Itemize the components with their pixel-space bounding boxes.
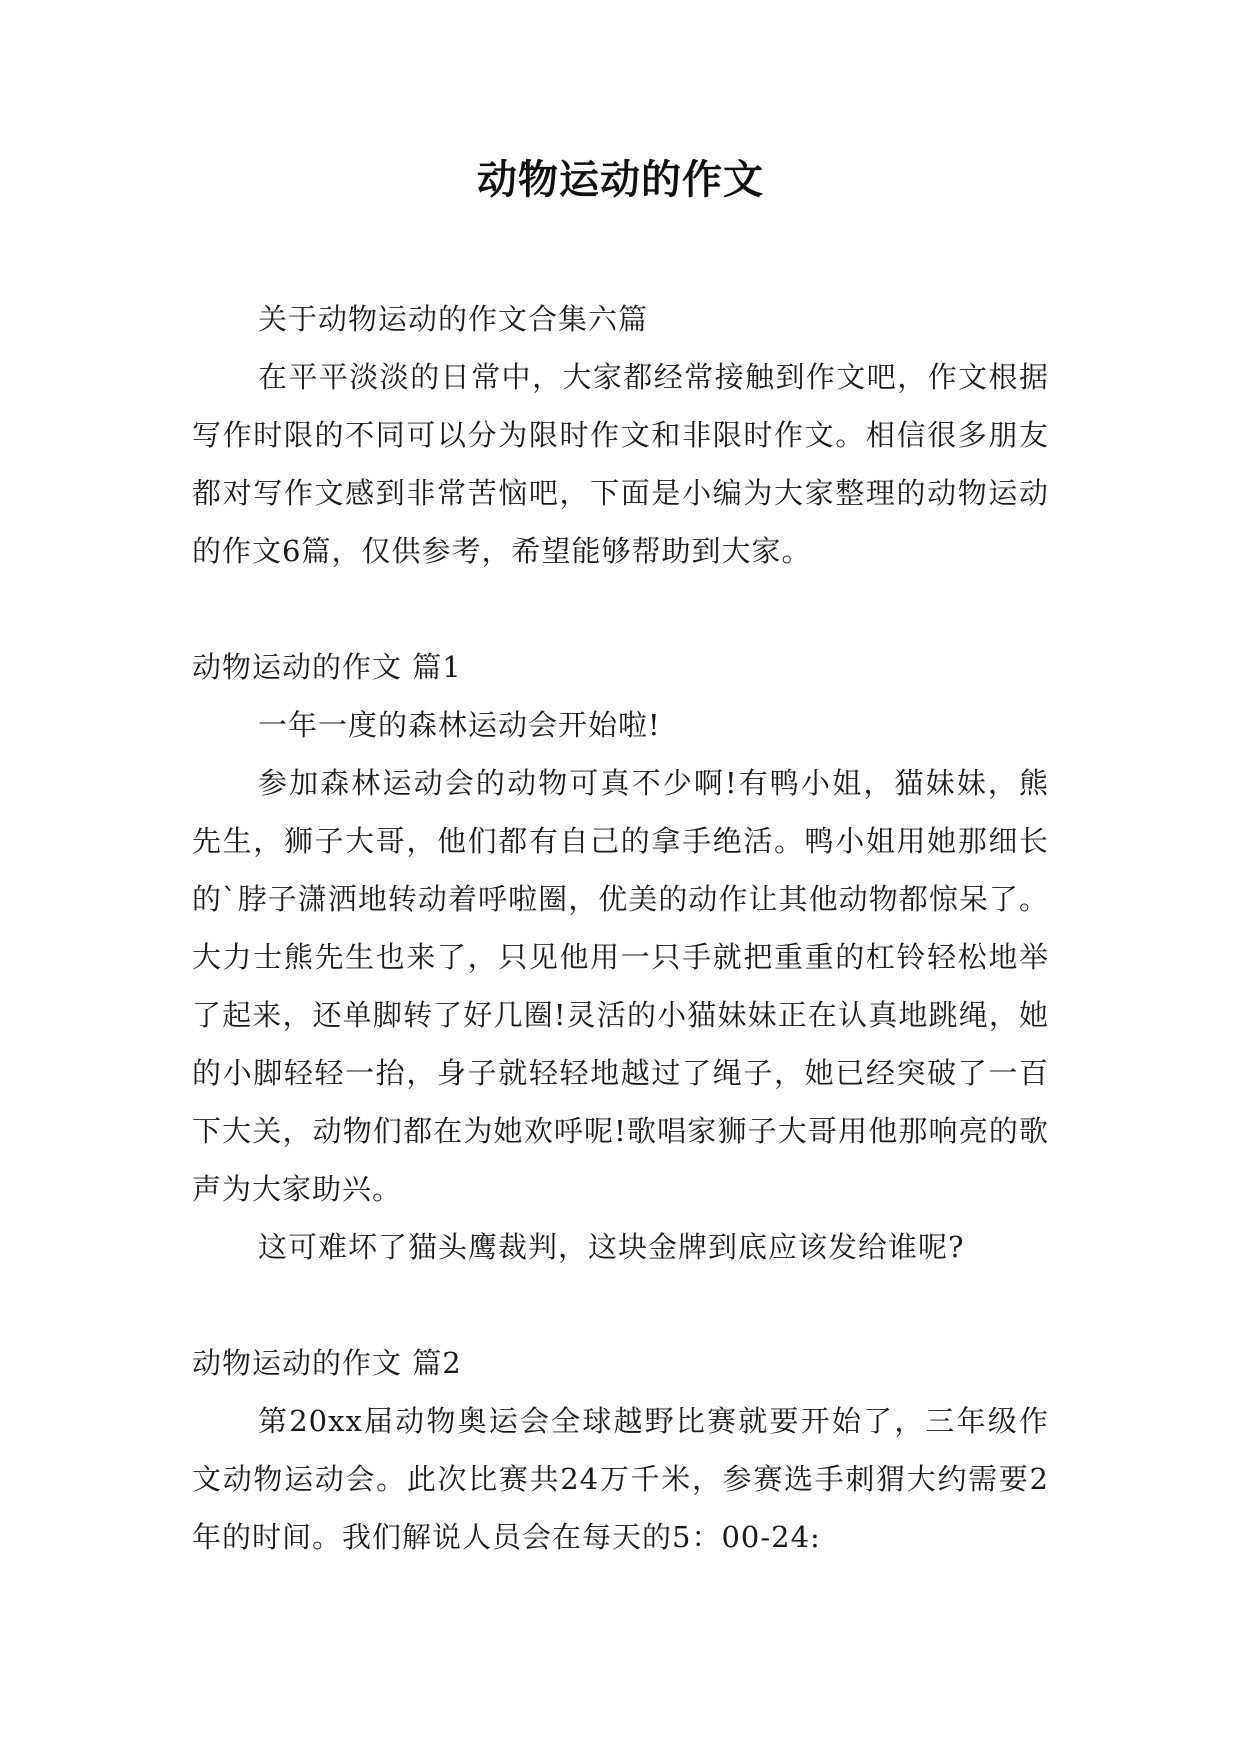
section-heading: 动物运动的作文 篇1 (192, 650, 462, 684)
section-heading: 动物运动的作文 篇2 (192, 1346, 462, 1380)
section-paragraph: 参加森林运动会的动物可真不少啊!有鸭小姐，猫妹妹，熊先生，狮子大哥，他们都有自己的拿手绝活。鸭小姐用她那细长的`脖子潇洒地转动着呼啦圈，优美的动作让其他动物都惊呆了。大力士熊先生也来了，只见他用一只手就把重重的杠铃轻松地举了起来，还单脚转了好几圈!灵活的小猫妹妹正在认真地跳绳，她的小脚轻轻一抬，身子就轻轻地越过了绳子，她已经突破了一百下大关，动物们都在为她欢呼呢!歌唱家狮子大哥用他那响亮的歌声为大家助兴。 (192, 766, 1049, 1206)
section-paragraph: 一年一度的森林运动会开始啦! (258, 708, 661, 742)
section-spacer (192, 1276, 1049, 1334)
document-title: 动物运动的作文 (477, 157, 764, 203)
document-body (192, 290, 1049, 1566)
intro-paragraph: 在平平淡淡的日常中，大家都经常接触到作文吧，作文根据写作时限的不同可以分为限时作文和非限时作文。相信很多朋友都对写作文感到非常苦恼吧，下面是小编为大家整理的动物运动的作文6篇，仅供参考，希望能够帮助到大家。 (192, 360, 1049, 568)
section-paragraph: 第20xx届动物奥运会全球越野比赛就要开始了，三年级作文动物运动会。此次比赛共24万千米，参赛选手刺猬大约需要2年的时间。我们解说人员会在每天的5：00-24: (192, 1404, 1049, 1554)
section-spacer (192, 580, 1049, 638)
document-subtitle: 关于动物运动的作文合集六篇 (258, 302, 649, 336)
section-paragraph: 这可难坏了猫头鹰裁判，这块金牌到底应该发给谁呢? (258, 1230, 965, 1264)
